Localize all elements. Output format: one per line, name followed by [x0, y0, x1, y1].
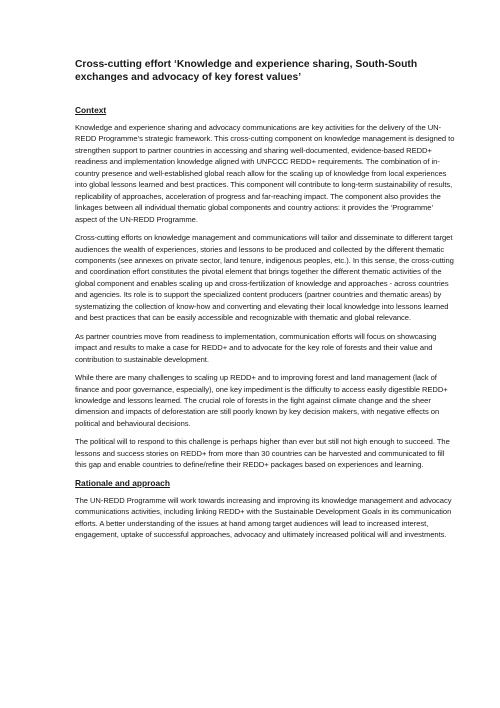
- paragraph: Cross-cutting efforts on knowledge management and communications will tailor and disseminate to different target audiences the wealth of experiences, stories and lessons to be produced and collected by the different thematic components (see annexes on private sector, land tenure, indigenous peoples, etc.). In this sense, the cross-cutting and coordination effort constitutes the pivotal element that brings together the different thematic activities of the global component and enables scaling up and cross-fertilization of knowledge and approaches - across countries and agencies. Its role is to support the specialized content producers (partner countries and thematic areas) by systematizing the collection of know-how and converting and elevating their local knowledge into lessons learned and best practices that can be easily accessible and recognizable with thematic and global relevance.: [75, 233, 454, 323]
- paragraph: Knowledge and experience sharing and advocacy communications are key activities for the delivery of the UN-REDD Programme’s strategic framework. This cross-cutting component on knowledge management is designed to strengthen support to partner countries in accessing and sharing well-documented, evidence-based REDD+ readiness and implementation knowledge aligned with UNFCCC REDD+ requirements. The combination of in-country presence and well-established global reach allow for the scaling up of knowledge from local experiences into global lessons learned and best practices. This component will contribute to long-term sustainability of results, replicability of approaches, acceleration of progress and far-reaching impact. The component also provides the linkages between all individual thematic global components and country actions: it provides the ‘Programme’ aspect of the UN-REDD Programme.: [75, 123, 455, 224]
- paragraph: While there are many challenges to scaling up REDD+ and to improving forest and land management (lack of finance and poor governance, especially), one key impediment is the difficulty to access easily digestible REDD+ knowledge and lessons learned. The crucial role of forests in the fight against climate change and the sheer dimension and impacts of deforestation are still poorly known by key decision makers, with negative effects on political and behavioural decisions.: [75, 373, 448, 428]
- paragraph: The UN-REDD Programme will work towards increasing and improving its knowledge management and advocacy communications activities, including linking REDD+ with the Sustainable Development Goals in its communication efforts. A better understanding of the issues at hand among target audiences will lead to increased interest, engagement, uptake of successful approaches, advocacy and ultimately increased political will and investments.: [75, 495, 452, 540]
- section-heading-rationale: Rationale and approach: [75, 477, 170, 488]
- section-heading-context: Context: [75, 105, 107, 115]
- paragraph: As partner countries move from readiness to implementation, communication efforts will focus on showcasing impact and results to make a case for REDD+ and to advocate for the key role of forests and their value and contribution to sustainable development.: [75, 331, 437, 364]
- paragraph: The political will to respond to this challenge is perhaps higher than ever but still not high enough to succeed. The lessons and success stories on REDD+ from more than 30 countries can be harvested and communicated to fill this gap and enable countries to define/refine their REDD+ packages based on experiences and learning.: [75, 437, 450, 470]
- document-title: Cross-cutting effort ‘Knowledge and experience sharing, South-South exchanges and advocacy of key forest values’: [75, 59, 418, 83]
